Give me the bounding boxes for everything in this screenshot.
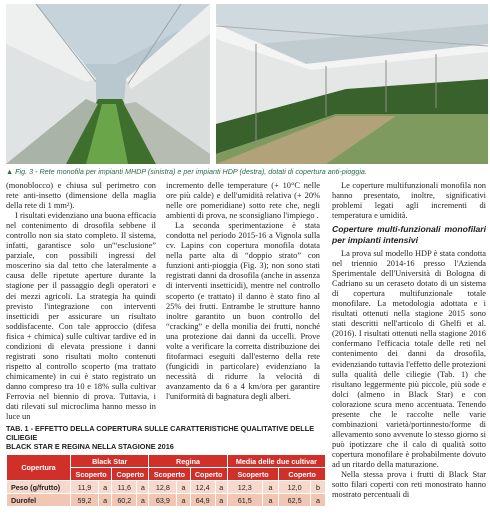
table-cell: a <box>98 481 111 494</box>
column3-paragraph-3: Nella stessa prova i frutti di Black Star sotto filari coperti con reti monostrato hanno mostrato percentuali di <box>332 470 486 500</box>
table-cell: a <box>137 481 149 494</box>
table-cell: 12,3 <box>227 481 262 494</box>
table-cell: 12,8 <box>149 481 177 494</box>
table-cell: 59,2 <box>71 494 99 507</box>
header-black-star: Black Star <box>71 455 149 468</box>
header-scoperto: Scoperto <box>149 468 190 481</box>
table-cell: a <box>137 494 149 507</box>
table-cell: 12,4 <box>190 481 215 494</box>
quality-table <box>6 454 326 507</box>
table-cell: a <box>215 481 227 494</box>
section-heading: Coperture multi-funzionali monofilari per impianti intensivi <box>332 224 486 245</box>
header-coperto: Coperto <box>279 468 326 481</box>
table-cell: a <box>177 481 190 494</box>
photo-net-hdp <box>216 4 488 164</box>
table-cell: a <box>98 494 111 507</box>
table-cell: b <box>310 481 325 494</box>
row-label: Durofel <box>7 494 71 507</box>
table-cell: 64,9 <box>190 494 215 507</box>
table-cell: a <box>262 494 279 507</box>
table-row <box>7 494 326 507</box>
table-cell: a <box>177 494 190 507</box>
table-title <box>6 424 326 451</box>
column2-paragraph-2: La seconda sperimentazione è stata condotta nel periodo 2015-16 a Vignola sulla cv. Lapins con copertura monofila dotata nella parte alta di “doppio strato” con funzioni anti-pioggia (Fig. 3); non sono stati registrati danni da drosofila (anche in assenza di interventi insetticidi), mentre nel controllo scoperto (e trattato) il danno è stato fino al 25% dei frutti. Entrambe le strutture hanno inoltre garantito un buon controllo del “cracking” e della monilia dei frutti, nonché una protezione dai danni da uccelli. Prove volte a verificare la corretta distribuzione dei fitofarmaci eseguiti dall'esterno della rete (fungicidi in particolare) evidenziano la necessità di ridurre la velocità di avanzamento da 6 a 4 km/ora per garantire l'uniformità di bagnatura degli alberi. <box>166 221 320 401</box>
header-scoperto: Scoperto <box>71 468 112 481</box>
table-cell: 63,9 <box>149 494 177 507</box>
figure-caption: ▲ Fig. 3 - Rete monofila per impianti MHDP (sinistra) e per impianti HDP (destra), dotati di copertura anti-pioggia. <box>6 167 367 176</box>
table-header-row-1 <box>7 455 326 468</box>
table-cell: 61,5 <box>227 494 262 507</box>
table-cell: a <box>215 494 227 507</box>
table-cell: a <box>310 494 325 507</box>
header-scoperto: Scoperto <box>227 468 279 481</box>
header-regina: Regina <box>149 455 227 468</box>
column3-paragraph-1: Le coperture multifunzionali monofila non hanno presentato, inoltre, significativi problemi legati agli incrementi di temperatura e umidità. <box>332 181 486 221</box>
row-label: Peso (g/frutto) <box>7 481 71 494</box>
table-cell: 11,9 <box>71 481 99 494</box>
table-title-line-2: BLACK STAR E REGINA NELLA STAGIONE 2016 <box>6 442 174 451</box>
table-cell: 12,0 <box>279 481 311 494</box>
table-cell: 11,6 <box>112 481 137 494</box>
table-cell: a <box>262 481 279 494</box>
text-column-1 <box>6 181 156 422</box>
table-cell: 60,2 <box>112 494 137 507</box>
column1-paragraph-1: (monoblocco) e chiusa sul perimetro con rete anti-insetto (dimensione della maglia della rete di 1 mm²). <box>6 181 156 211</box>
quality-table-block <box>6 424 326 507</box>
text-column-2 <box>166 181 320 402</box>
table-title-line-1: TAB. 1 - EFFETTO DELLA COPERTURA SULLE CARATTERISTICHE QUALITATIVE DELLE CILIEGIE <box>6 424 315 442</box>
header-coperto: Coperto <box>190 468 227 481</box>
header-media: Media delle due cultivar <box>227 455 325 468</box>
text-column-3 <box>332 181 486 500</box>
table-row <box>7 481 326 494</box>
column1-paragraph-2: I risultati evidenziano una buona efficacia nel contenimento di drosofila sebbene il controllo non sia stato completo. Il sistema, infatti, garantisce solo un'“esclusione” parziale, con possibili ingressi del moscerino sia dal tetto che lateralmente a causa delle ripetute aperture durante la stagione per il passaggio degli operatori e dei mezzi agricoli. La strategia ha quindi previsto l'integrazione con interventi insetticidi per assicurare un risultato soddisfacente. Con tale approccio (difesa fisica + chimica) sulle cultivar tardive ed in condizioni di elevata pressione i danni registrati sono risultati molto contenuti rispetto al controllo scoperto (ma trattato chimicamente) in cui è stato registrato un danno compreso tra 10 e 18% sulla cultivar Ferrovia nel biennio di prova. Tuttavia, i dati rilevati sul microclima hanno messo in luce un <box>6 211 156 422</box>
table-cell: 62,5 <box>279 494 311 507</box>
photo-net-mhdp <box>6 4 210 164</box>
header-copertura: Copertura <box>7 455 71 481</box>
column3-paragraph-2: La prova sul modello HDP è stata condotta nel triennio 2014-16 presso l'Azienda Sperimentale dell'Università di Bologna di Cadriano su un ceraseto dotato di un sistema di copertura multifunzionale totale monofilare. La metodologia adottata e i risultati ottenuti nella stagione 2015 sono stati descritti nell'articolo di Ghelfi et al. (2016). I risultati ottenuti nella stagione 2016 confermano l'efficacia totale delle reti nel contenimento dei danni da drosofila, evidenziando tuttavia l'effetto delle protezioni sulla qualità delle ciliegie (Tab. 1) che risultano leggermente più piccole, più sode e dolci (almeno in Black Star) e con colorazione scura meno accentuata. Tenendo presente che le raccolte nelle varie combinazioni varietà/portinnesto/forme di allevamento sono avvenute lo stesso giorno si può ipotizzare che il calo di qualità sotto copertura monofilare è probabilmente dovuto ad un ritardo della maturazione. <box>332 249 486 469</box>
header-coperto: Coperto <box>112 468 149 481</box>
column2-paragraph-1: incremento delle temperature (+ 10°C nelle ore più calde) e dell'umidità relativa (+ 20% nelle ore pomeridiane) sotto rete che, negli ambienti di prova, ne sconsigliano l'impiego . <box>166 181 320 221</box>
